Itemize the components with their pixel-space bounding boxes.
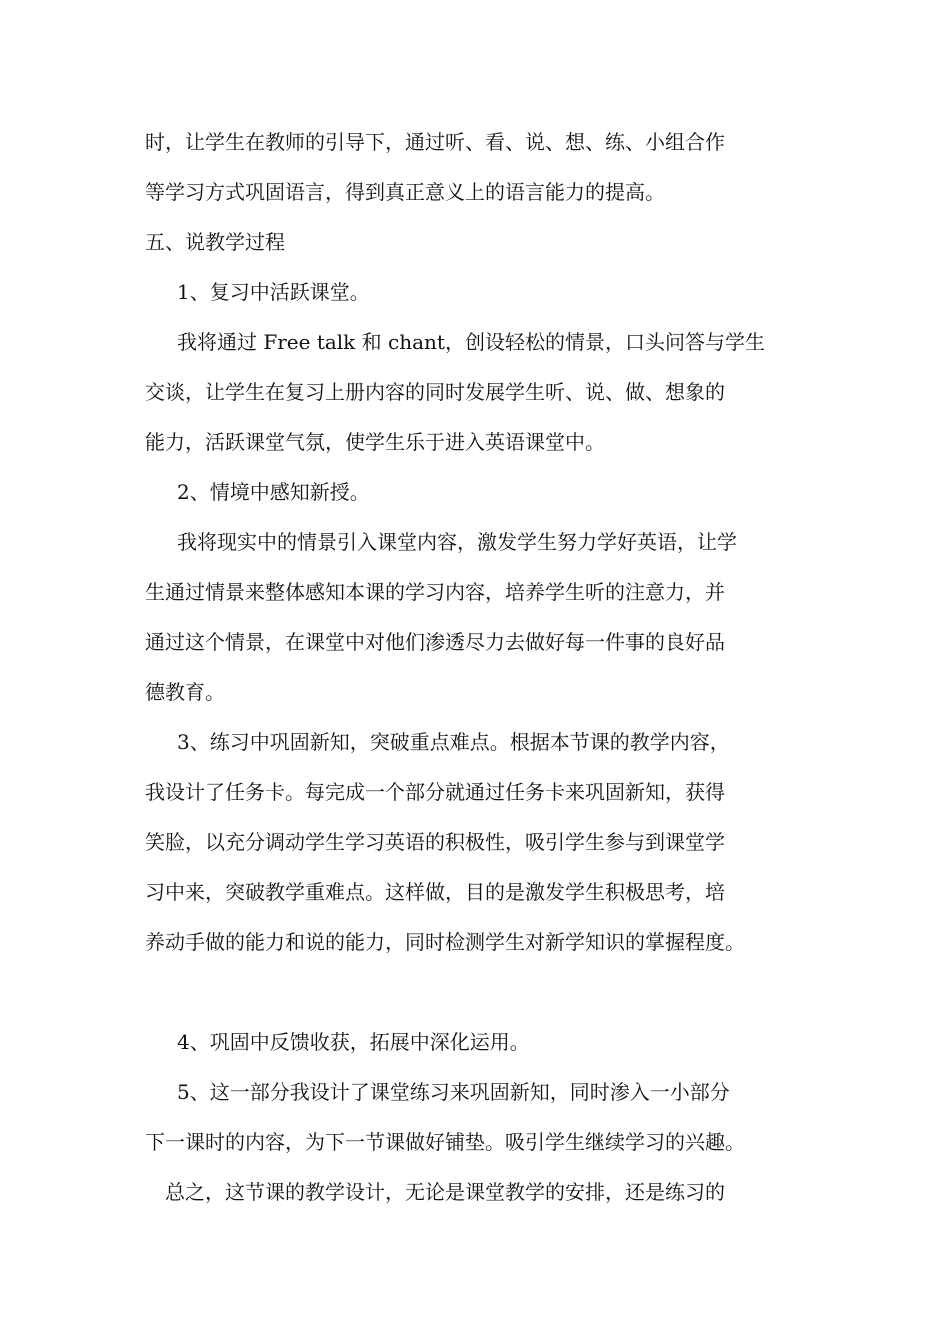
- paragraph-line: 习中来，突破教学重难点。这样做，目的是激发学生积极思考，培: [145, 880, 725, 904]
- paragraph-line: 时，让学生在教师的引导下，通过听、看、说、想、练、小组合作: [145, 130, 725, 154]
- paragraph-line: 交谈，让学生在复习上册内容的同时发展学生听、说、做、想象的: [145, 380, 725, 404]
- paragraph-line: 等学习方式巩固语言，得到真正意义上的语言能力的提高。: [145, 180, 665, 204]
- paragraph-line: 我设计了任务卡。每完成一个部分就通过任务卡来巩固新知，获得: [145, 780, 725, 804]
- section-heading: 五、说教学过程: [145, 230, 285, 254]
- paragraph-line: 通过这个情景，在课堂中对他们渗透尽力去做好每一件事的良好品: [145, 630, 725, 654]
- paragraph-line: 能力，活跃课堂气氛，使学生乐于进入英语课堂中。: [145, 430, 605, 454]
- paragraph-line: 总之，这节课的教学设计，无论是课堂教学的安排，还是练习的: [165, 1180, 725, 1204]
- paragraph-line: 笑脸，以充分调动学生学习英语的积极性，吸引学生参与到课堂学: [145, 830, 725, 854]
- paragraph-line: 我将现实中的情景引入课堂内容，激发学生努力学好英语，让学: [177, 530, 737, 554]
- subsection-heading: 3、练习中巩固新知，突破重点难点。根据本节课的教学内容，: [177, 730, 730, 754]
- subsection-heading: 1、复习中活跃课堂。: [177, 280, 370, 304]
- paragraph-line: 下一课时的内容，为下一节课做好铺垫。吸引学生继续学习的兴趣。: [145, 1130, 745, 1154]
- subsection-heading: 5、这一部分我设计了课堂练习来巩固新知，同时渗入一小部分: [177, 1080, 730, 1104]
- paragraph-line: 生通过情景来整体感知本课的学习内容，培养学生听的注意力，并: [145, 580, 725, 604]
- subsection-heading: 4、巩固中反馈收获，拓展中深化运用。: [177, 1030, 530, 1054]
- subsection-heading: 2、情境中感知新授。: [177, 480, 370, 504]
- paragraph-line: 德教育。: [145, 680, 225, 704]
- paragraph-line: 我将通过 Free talk 和 chant，创设轻松的情景，口头问答与学生: [177, 330, 765, 354]
- paragraph-line: 养动手做的能力和说的能力，同时检测学生对新学知识的掌握程度。: [145, 930, 745, 954]
